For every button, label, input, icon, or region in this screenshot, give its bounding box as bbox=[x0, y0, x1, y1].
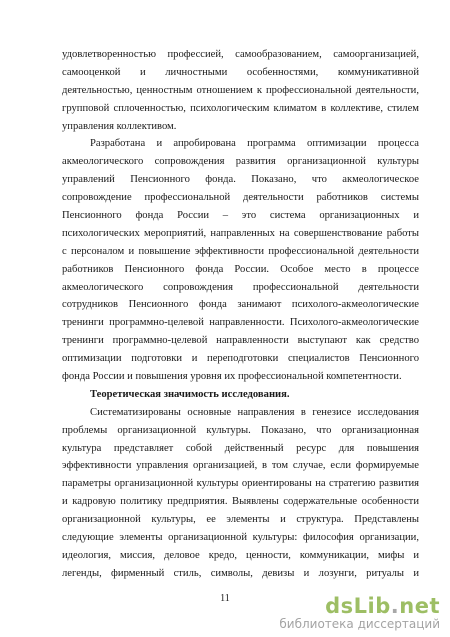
text-line: легенды, фирменный стиль, символы, девизы и лозунги, ритуалы и bbox=[62, 567, 419, 579]
page-number: 11 bbox=[220, 593, 230, 604]
text-line: проблемы организационной культуры. Показано, что организационная bbox=[62, 424, 419, 436]
text-line: Разработана и апробирована программа оптимизации процесса bbox=[90, 138, 419, 150]
text-line: групповой сплоченностью, психологическим климатом в коллективе, стилем bbox=[62, 102, 419, 114]
text-line: акмеологического сопровождения развития организационной культуры bbox=[62, 156, 419, 168]
text-line: работников Пенсионного фонда России. Особое место в процессе bbox=[62, 263, 419, 275]
text-line: организационной культуры, ее элементы и структура. Представлены bbox=[62, 514, 419, 526]
text-line: психологических мероприятий, направленных на совершенствование работы bbox=[62, 227, 419, 239]
text-line: оптимизации подготовки и переподготовки специалистов Пенсионного bbox=[62, 353, 419, 365]
watermark-subtitle: библиотека диссертаций bbox=[279, 617, 440, 631]
body-text bbox=[62, 46, 419, 583]
watermark-logo-text bbox=[325, 595, 440, 617]
text-line: деятельностью, ценностным отношением к профессиональной деятельности, bbox=[62, 84, 419, 96]
text-line: фонда России и повышения уровня их профессиональной компетентности. bbox=[62, 371, 402, 383]
text-line: следующие элементы организационной культуры: философия организации, bbox=[62, 532, 419, 544]
watermark-logo-part2: net bbox=[399, 594, 440, 618]
text-line: идеология, миссия, деловое кредо, ценности, коммуникации, мифы и bbox=[62, 549, 419, 561]
text-line: эффективности управления организацией, в том случае, если формируемые bbox=[62, 460, 419, 472]
text-line: управления коллективом. bbox=[62, 120, 177, 132]
text-line: управлений Пенсионного фонда. Показано, что акмеологическое bbox=[62, 174, 419, 186]
text-line: с персоналом и повышение эффективности профессиональной деятельности bbox=[62, 245, 419, 257]
text-line: сопровождение профессиональной деятельности работников системы bbox=[62, 192, 419, 204]
text-line: тренинги программно-целевой направленности. Психолого-акмеологические bbox=[62, 317, 419, 329]
text-line: культура представляет собой действенный ресурс для повышения bbox=[62, 442, 419, 454]
text-line: самооценкой и личностными особенностями, коммуникативной bbox=[62, 66, 419, 78]
text-line: тренинги программно-целевой направленности выступают как средство bbox=[62, 335, 419, 347]
text-line: и кадровую политику предприятия. Выявлены содержательные особенности bbox=[62, 496, 419, 508]
text-line: удовлетворенностью профессией, самообразованием, самоорганизацией, bbox=[62, 49, 419, 60]
watermark-logo-part1: dsLib bbox=[325, 594, 391, 618]
section-heading: Теоретическая значимость исследования. bbox=[90, 388, 290, 400]
watermark-logo bbox=[279, 595, 440, 631]
text-line: акмеологического сопровождения профессиональной деятельности bbox=[62, 281, 419, 293]
text-line: сотрудников Пенсионного фонда занимают психолого-акмеологические bbox=[62, 299, 419, 311]
text-line: Пенсионного фонда России – это система организационных и bbox=[62, 210, 419, 222]
watermark-logo-dot: . bbox=[390, 594, 400, 618]
text-line: параметры организационной культуры ориентированы на стратегию развития bbox=[62, 478, 419, 490]
text-line: Систематизированы основные направления в генезисе исследования bbox=[90, 406, 419, 418]
